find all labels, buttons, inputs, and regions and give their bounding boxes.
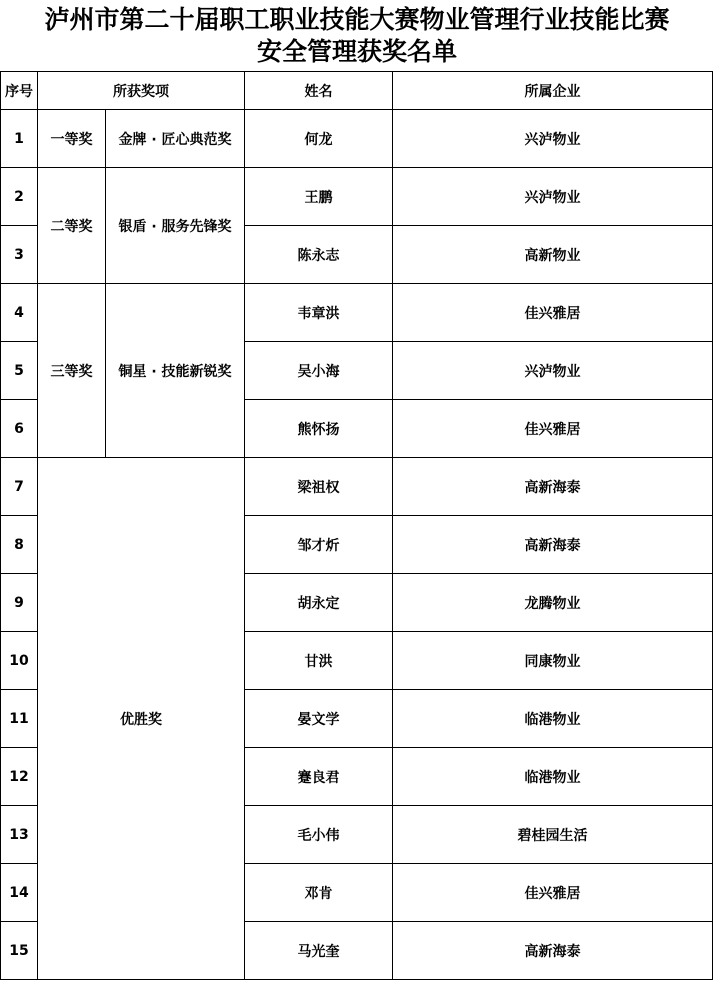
row-index: 1 — [1, 110, 38, 168]
award-level-first: 一等奖 — [38, 110, 106, 168]
row-name: 胡永定 — [245, 574, 393, 632]
row-company: 佳兴雅居 — [393, 284, 713, 342]
row-name: 晏文学 — [245, 690, 393, 748]
row-name: 邓肯 — [245, 864, 393, 922]
row-index: 14 — [1, 864, 38, 922]
row-name: 甘洪 — [245, 632, 393, 690]
row-name: 吴小海 — [245, 342, 393, 400]
header-index: 序号 — [1, 72, 38, 110]
row-company: 兴泸物业 — [393, 342, 713, 400]
table-row — [1, 284, 713, 342]
row-company: 临港物业 — [393, 690, 713, 748]
row-name: 韦章洪 — [245, 284, 393, 342]
row-name: 毛小伟 — [245, 806, 393, 864]
row-company: 同康物业 — [393, 632, 713, 690]
row-index: 6 — [1, 400, 38, 458]
award-level-second: 二等奖 — [38, 168, 106, 284]
row-index: 2 — [1, 168, 38, 226]
row-index: 4 — [1, 284, 38, 342]
row-company: 龙腾物业 — [393, 574, 713, 632]
row-company: 佳兴雅居 — [393, 864, 713, 922]
row-company: 兴泸物业 — [393, 168, 713, 226]
row-name: 蹇良君 — [245, 748, 393, 806]
document-title-line2: 安全管理获奖名单 — [256, 37, 457, 66]
header-company: 所属企业 — [393, 72, 713, 110]
header-row — [1, 72, 713, 110]
row-index: 3 — [1, 226, 38, 284]
row-company: 高新海泰 — [393, 458, 713, 516]
award-table — [0, 71, 713, 980]
table-row — [1, 168, 713, 226]
row-index: 15 — [1, 922, 38, 980]
row-index: 12 — [1, 748, 38, 806]
row-name: 梁祖权 — [245, 458, 393, 516]
row-company: 高新海泰 — [393, 516, 713, 574]
row-company: 高新海泰 — [393, 922, 713, 980]
row-company: 高新物业 — [393, 226, 713, 284]
row-index: 5 — [1, 342, 38, 400]
row-index: 9 — [1, 574, 38, 632]
award-title-third: 铜星 · 技能新锐奖 — [106, 284, 245, 458]
award-level-third: 三等奖 — [38, 284, 106, 458]
row-index: 8 — [1, 516, 38, 574]
row-index: 11 — [1, 690, 38, 748]
header-name: 姓名 — [245, 72, 393, 110]
row-name: 熊怀扬 — [245, 400, 393, 458]
award-title-second: 银盾 · 服务先锋奖 — [106, 168, 245, 284]
table-row — [1, 110, 713, 168]
row-name: 何龙 — [245, 110, 393, 168]
row-name: 邹才炘 — [245, 516, 393, 574]
row-index: 13 — [1, 806, 38, 864]
award-excellence: 优胜奖 — [38, 458, 245, 980]
row-name: 马光奎 — [245, 922, 393, 980]
row-company: 碧桂园生活 — [393, 806, 713, 864]
row-index: 10 — [1, 632, 38, 690]
row-company: 兴泸物业 — [393, 110, 713, 168]
row-name: 陈永志 — [245, 226, 393, 284]
award-title-first: 金牌 · 匠心典范奖 — [106, 110, 245, 168]
row-index: 7 — [1, 458, 38, 516]
table-row — [1, 458, 713, 516]
header-award: 所获奖项 — [38, 72, 245, 110]
document-title-line1: 泸州市第二十届职工职业技能大赛物业管理行业技能比赛 — [44, 5, 670, 34]
row-company: 临港物业 — [393, 748, 713, 806]
row-company: 佳兴雅居 — [393, 400, 713, 458]
row-name: 王鹏 — [245, 168, 393, 226]
